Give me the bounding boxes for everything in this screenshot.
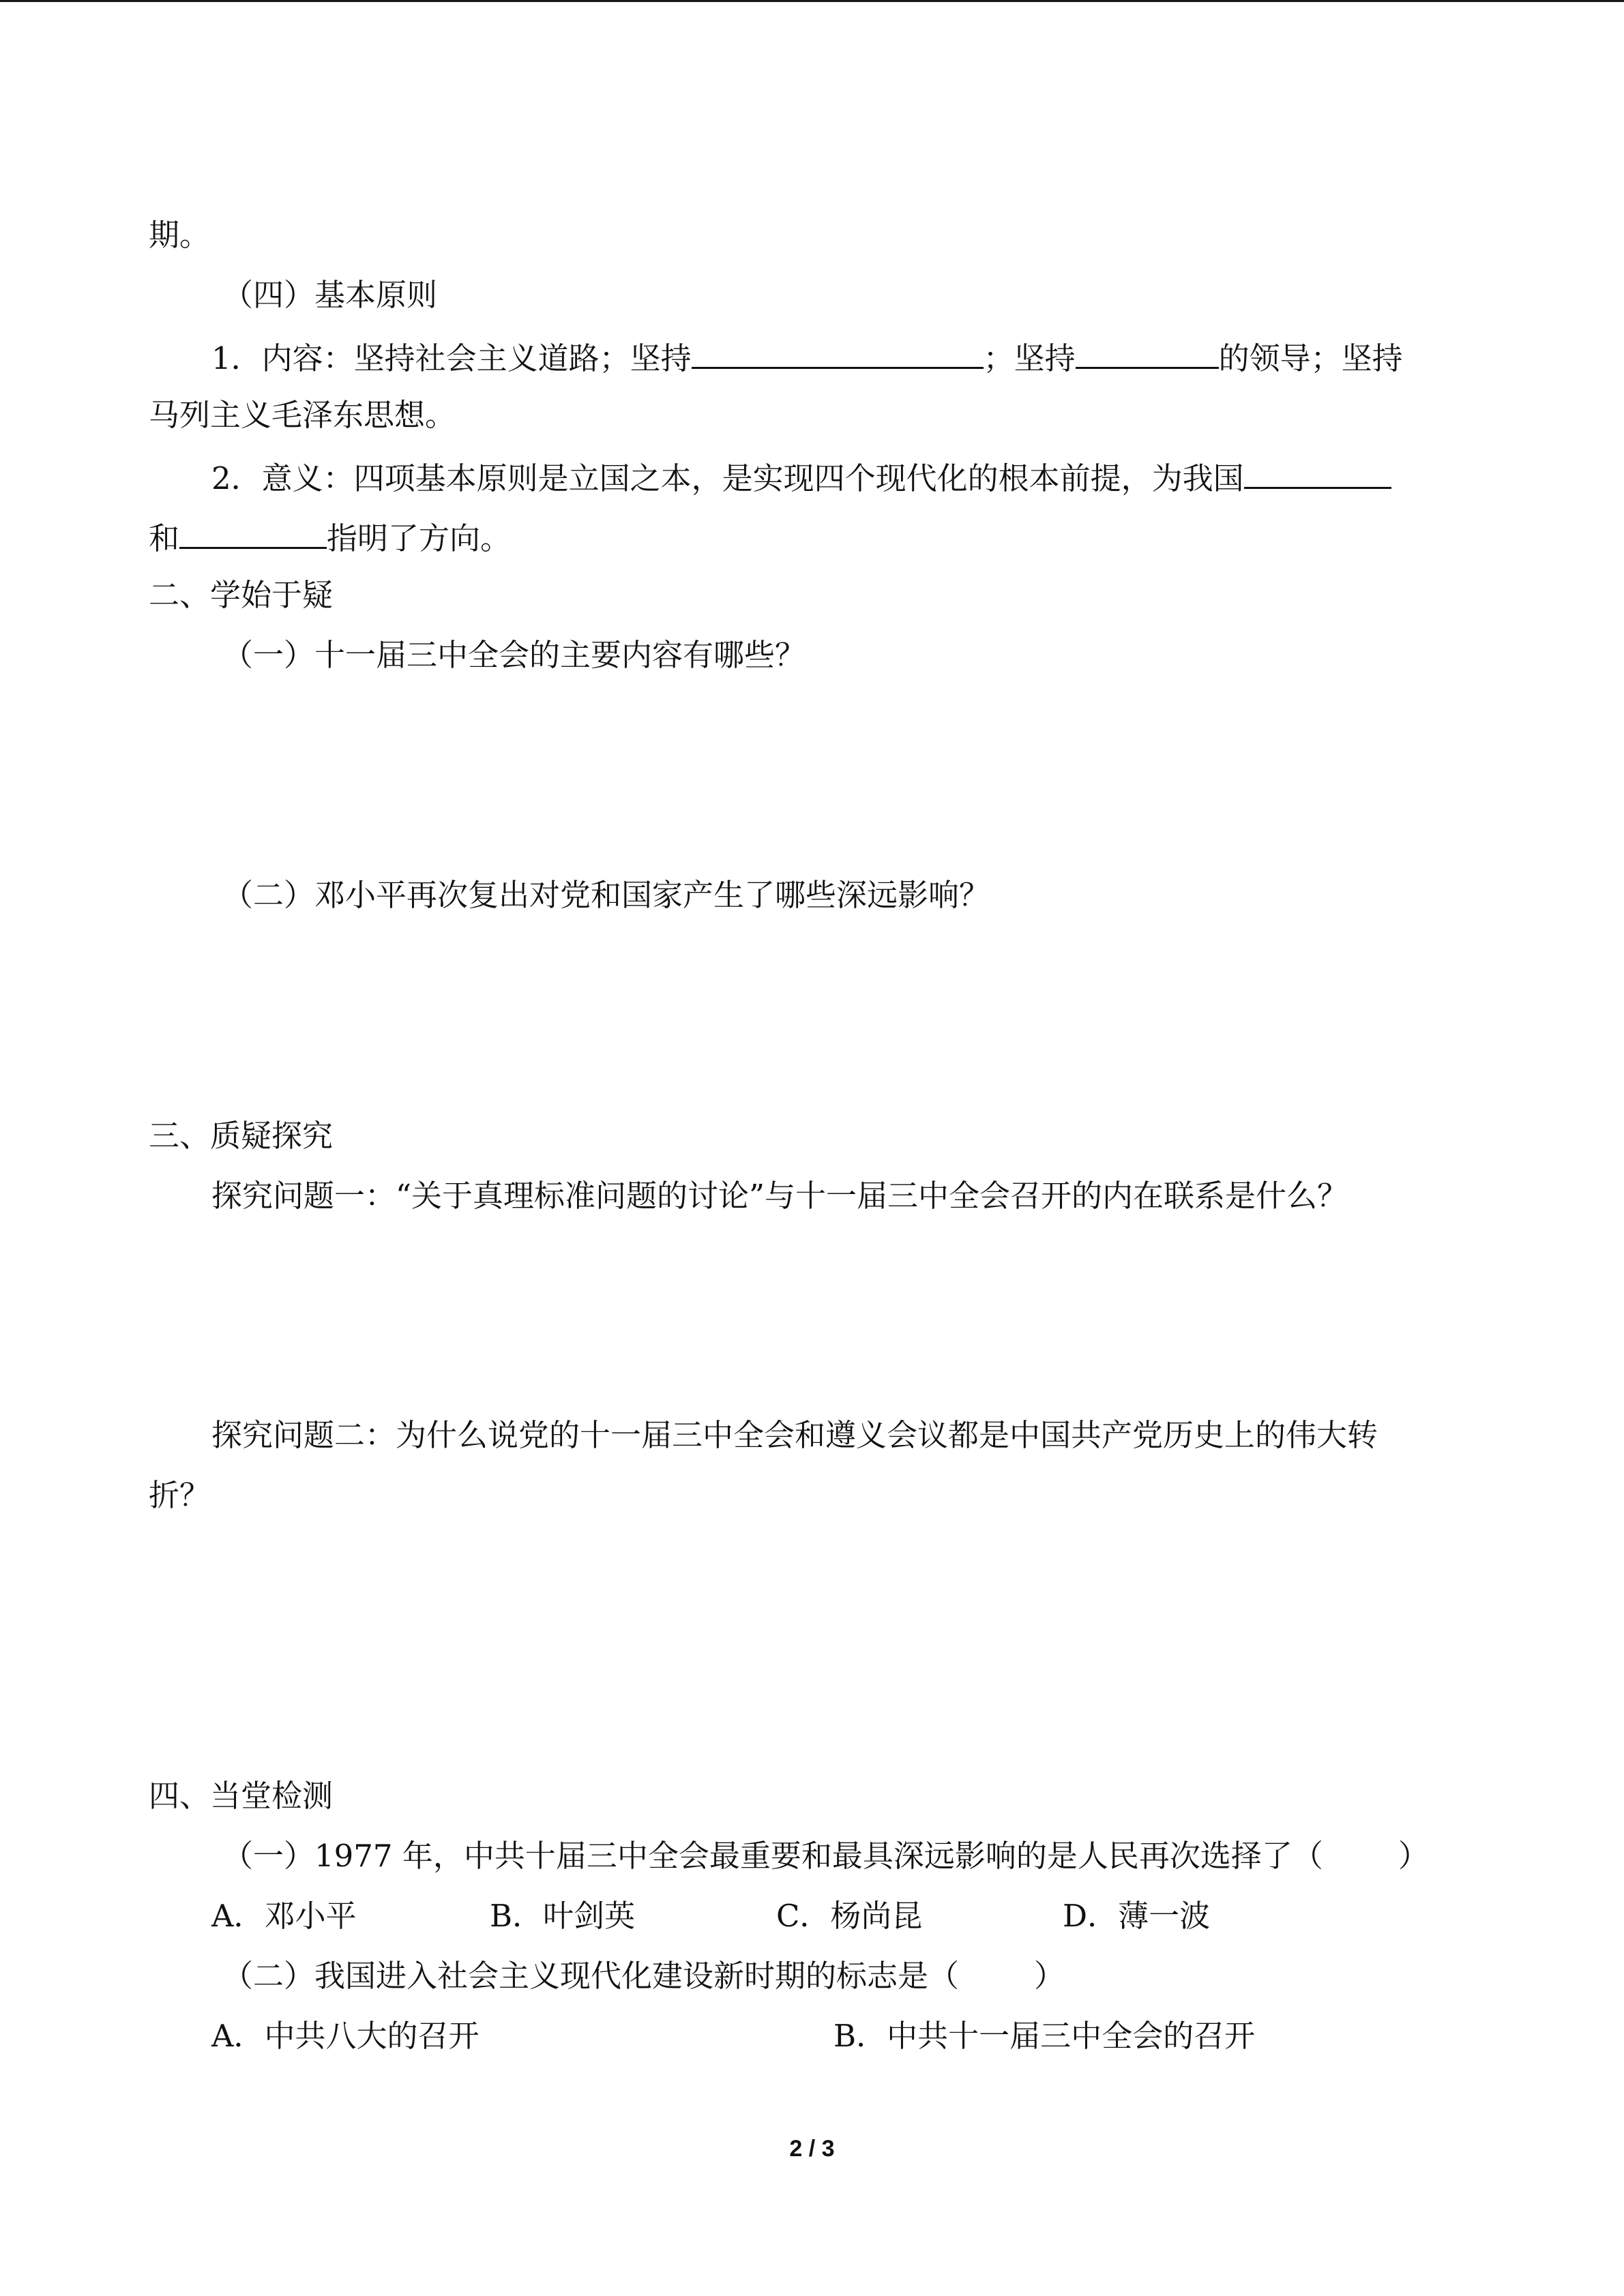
test-question-1-stem: （一）1977 年，中共十届三中全会最重要和最具深远影响的是人民再次选择了（ [222, 1838, 1323, 1874]
test-question-2 [222, 1958, 1065, 1994]
subheading-basic-principles: （四）基本原则 [222, 277, 438, 313]
principle-content-line [211, 340, 1403, 374]
principle-content-text-a: 1．内容：坚持社会主义道路；坚持 [211, 340, 692, 376]
principle-content-text-c: 的领导；坚持 [1218, 340, 1403, 376]
fill-blank-1[interactable] [692, 340, 984, 369]
fill-blank-4[interactable] [179, 520, 327, 549]
question-2-2: （二）邓小平再次复出对党和国家产生了哪些深远影响？ [222, 877, 990, 913]
principle-meaning-line-2 [149, 520, 511, 554]
option-a: A．邓小平 [211, 1898, 357, 1934]
option-a: A．中共八大的召开 [211, 2018, 479, 2054]
test-question-2-close: ） [1034, 1958, 1065, 1994]
section-heading-3: 三、质疑探究 [149, 1118, 334, 1154]
principle-meaning-line [211, 460, 1391, 494]
fill-blank-3[interactable] [1244, 460, 1391, 489]
fill-blank-2[interactable] [1076, 340, 1219, 369]
question-2-1: （一）十一届三中全会的主要内容有哪些？ [222, 637, 806, 673]
principle-meaning-text-b: 指明了方向。 [327, 520, 512, 556]
principle-meaning-text-a: 和 [149, 520, 180, 556]
text-line: 马列主义毛泽东思想。 [149, 397, 456, 433]
explore-question-2-cont: 折？ [149, 1477, 211, 1513]
option-d: D．薄一波 [1063, 1898, 1211, 1934]
test-question-2-stem: （二）我国进入社会主义现代化建设新时期的标志是（ [222, 1958, 960, 1994]
text-line: 期。 [149, 217, 211, 253]
top-border [0, 0, 1624, 2]
principle-meaning-text: 2．意义：四项基本原则是立国之本，是实现四个现代化的根本前提，为我国 [211, 460, 1244, 496]
test-question-1 [222, 1838, 1429, 1874]
section-heading-4: 四、当堂检测 [149, 1778, 334, 1814]
option-b: B．中共十一届三中全会的召开 [833, 2018, 1256, 2054]
option-b: B．叶剑英 [490, 1898, 636, 1934]
page-number: 2 / 3 [789, 2136, 835, 2162]
explore-question-2: 探究问题二：为什么说党的十一届三中全会和遵义会议都是中国共产党历史上的伟大转 [211, 1417, 1378, 1453]
option-c: C．杨尚昆 [776, 1898, 923, 1934]
explore-question-1: 探究问题一：“关于真理标准问题的讨论”与十一届三中全会召开的内在联系是什么？ [211, 1178, 1348, 1214]
principle-content-text-b: ；坚持 [983, 340, 1076, 376]
test-question-1-close: ） [1398, 1838, 1429, 1874]
section-heading-2: 二、学始于疑 [149, 577, 334, 613]
